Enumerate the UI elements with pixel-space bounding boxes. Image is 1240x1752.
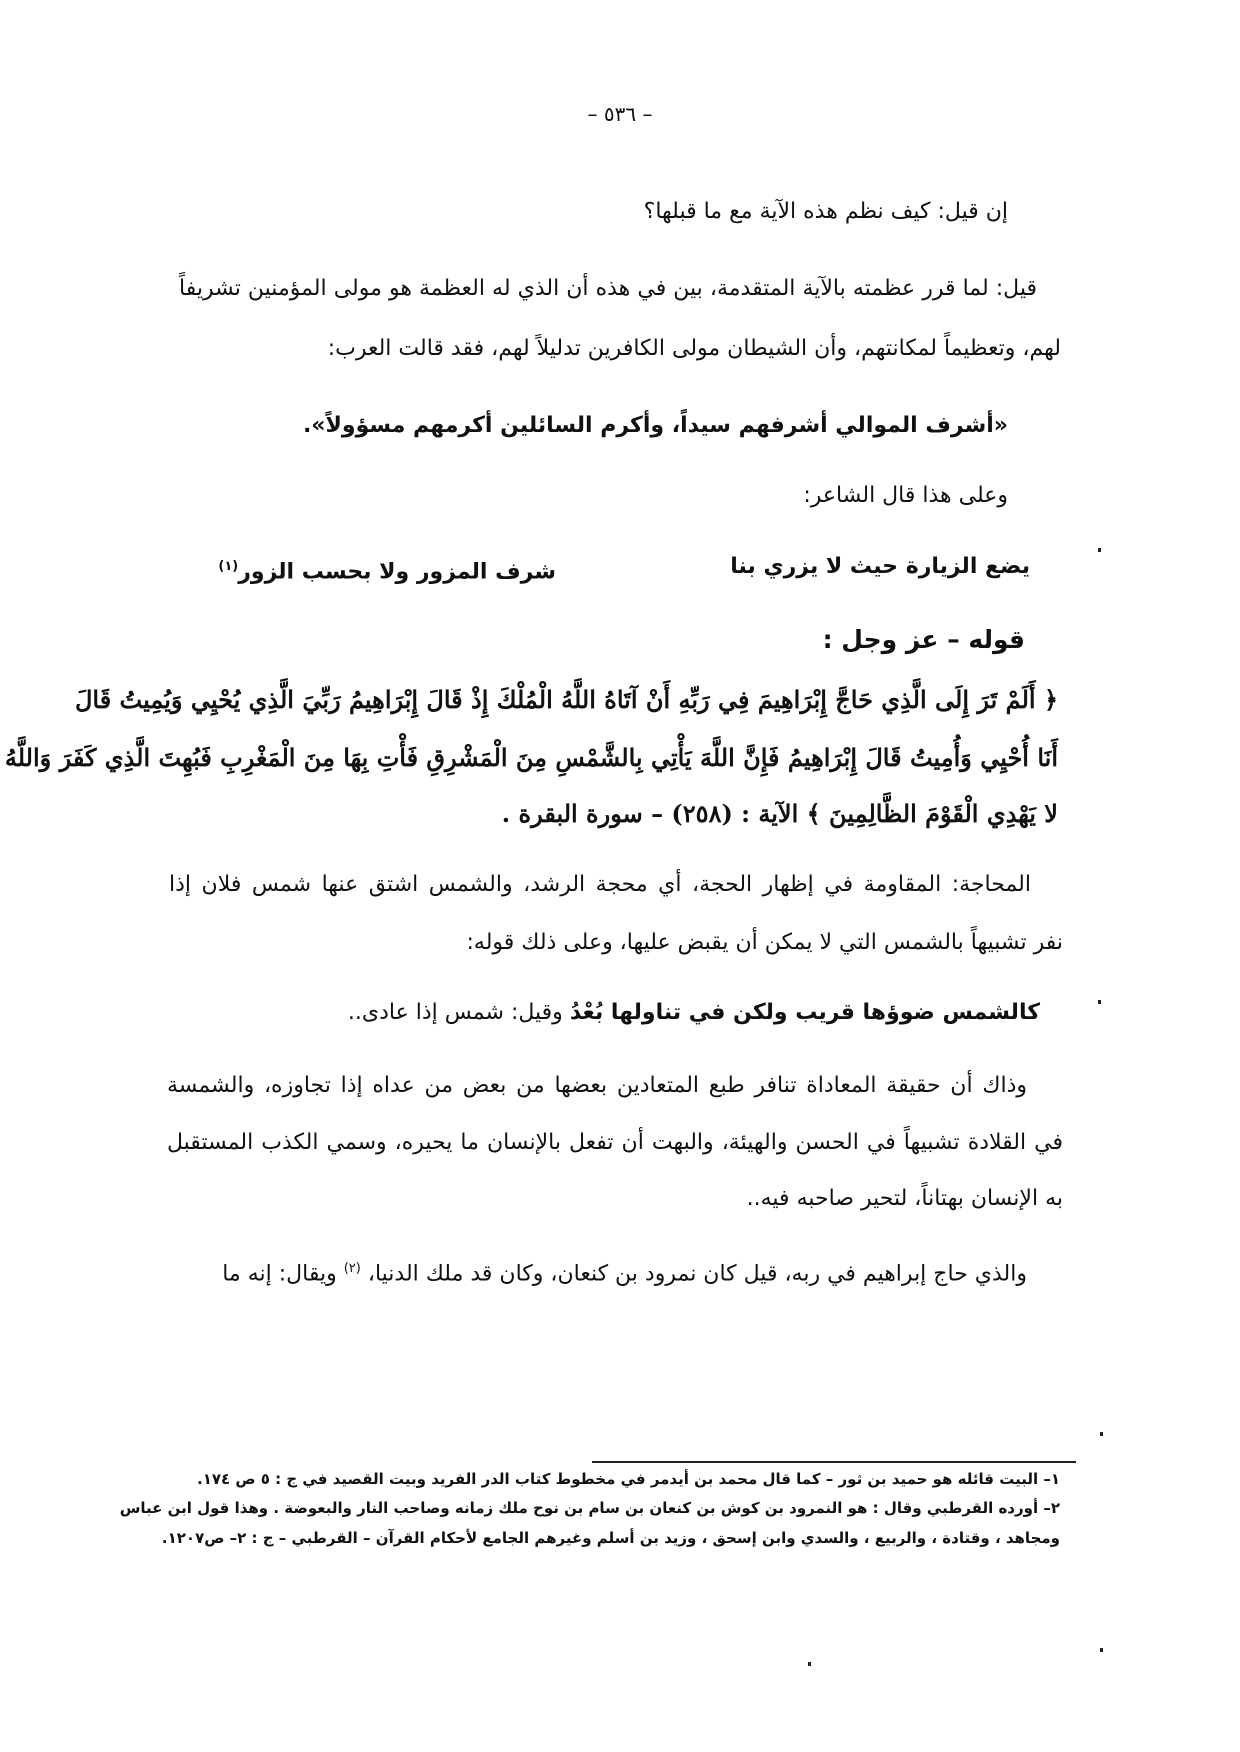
page-number: – ٥٣٦ – (587, 102, 653, 126)
footnote-separator (592, 1461, 1076, 1463)
poetry-fragment: كالشمس ضوؤها قريب ولكن في تناولها بُعْدُ (569, 1000, 1040, 1025)
paragraph-line: كالشمس ضوؤها قريب ولكن في تناولها بُعْدُ وقيل: شمس إذا عادى.. (347, 1000, 1040, 1025)
scan-speck (1098, 1000, 1101, 1004)
footnote-ref: (٢) (343, 1261, 361, 1276)
paragraph-line: نفر تشبيهاً بالشمس التي لا يمكن أن يقبض عليها، وعلى ذلك قوله: (466, 930, 1063, 955)
verse-first-half: يضع الزيارة حيث لا يزري بنا (730, 554, 1030, 579)
paragraph-line: لهم، وتعظيماً لمكانتهم، وأن الشيطان مولى الكافرين تدليلاً لهم، فقد قالت العرب: (327, 336, 1061, 361)
footnote-ref: (١) (218, 559, 239, 574)
scan-speck (1100, 1648, 1103, 1652)
quoted-proverb: «أشرف الموالي أشرفهم سيداً، وأكرم السائلين أكرمهم مسؤولاً». (302, 413, 1008, 438)
scan-speck (1100, 1432, 1103, 1436)
section-heading: قوله – عز وجل : (822, 625, 1025, 654)
paragraph-line: به الإنسان بهتاناً، لتحير صاحبه فيه.. (746, 1186, 1063, 1211)
footnote: ١– البيت قائله هو حميد بن ثور – كما قال محمد بن أيدمر في مخطوط كتاب الدر الفريد وبيت القصيد في ج : ٥ ص ١٧٤. (197, 1470, 1060, 1488)
scan-speck (1098, 548, 1101, 552)
quran-verse-line: أَنَا أُحْيِي وَأُمِيتُ قَالَ إِبْرَاهِيمُ فَإِنَّ اللَّهَ يَأْتِي بِالشَّمْسِ مِنَ الْمَشْرِقِ فَأْتِ بِهَا مِنَ الْمَغْرِبِ فَبُهِتَ الَّذِي كَفَرَ وَاللَّهُ (4, 743, 1058, 772)
footnote: ومجاهد ، وقتادة ، والربيع ، والسدي وابن إسحق ، وزيد بن أسلم وغيرهم الجامع لأحكام القرآن – القرطبي – ج : ٢– ص١٢٠٧. (161, 1529, 1060, 1547)
paragraph-line: في القلادة تشبيهاً في الحسن والهيئة، والبهت أن تفعل بالإنسان ما يحيره، وسمي الكذب المستقبل (167, 1130, 1063, 1155)
paragraph-line: إن قيل: كيف نظم هذه الآية مع ما قبلها؟ (643, 199, 1008, 224)
quran-verse-line: لا يَهْدِي الْقَوْمَ الظَّالِمِينَ ﴾ الآية : (٢٥٨) – سورة البقرة . (501, 799, 1058, 828)
verse-second-half: شرف المزور ولا بحسب الزور$^{(١)}$ (218, 559, 556, 585)
paragraph-line: المحاجة: المقاومة في إظهار الحجة، أي محجة الرشد، والشمس اشتق عنها شمس فلان إذا (169, 872, 1031, 897)
quran-verse-line: ﴿ أَلَمْ تَرَ إِلَى الَّذِي حَاجَّ إِبْرَاهِيمَ فِي رَبِّهِ أَنْ آتَاهُ اللَّهُ الْمُلْكَ إِذْ قَالَ إِبْرَاهِيمُ رَبِّيَ الَّذِي يُحْيِي وَيُمِيتُ قَالَ (74, 685, 1058, 714)
footnote: ٢– أورده القرطبي وقال : هو النمرود بن كوش بن كنعان بن سام بن نوح ملك زمانه وصاحب النار والبعوضة . وهذا قول ابن عباس (119, 1499, 1060, 1517)
scan-speck (808, 1662, 811, 1666)
paragraph-line: والذي حاج إبراهيم في ربه، قيل كان نمرود بن كنعان، وكان قد ملك الدنيا، $^{(٢)}$ ويقال: إنه ما (222, 1261, 1027, 1287)
paragraph-line: قيل: لما قرر عظمته بالآية المتقدمة، بين في هذه أن الذي له العظمة هو مولى المؤمنين تشريفاً (179, 276, 1037, 301)
paragraph-line: وعلى هذا قال الشاعر: (803, 483, 1008, 508)
paragraph-line: وذاك أن حقيقة المعاداة تنافر طبع المتعادين بعضها من بعض من عداه إذا تجاوزه، والشمسة (167, 1073, 1027, 1098)
